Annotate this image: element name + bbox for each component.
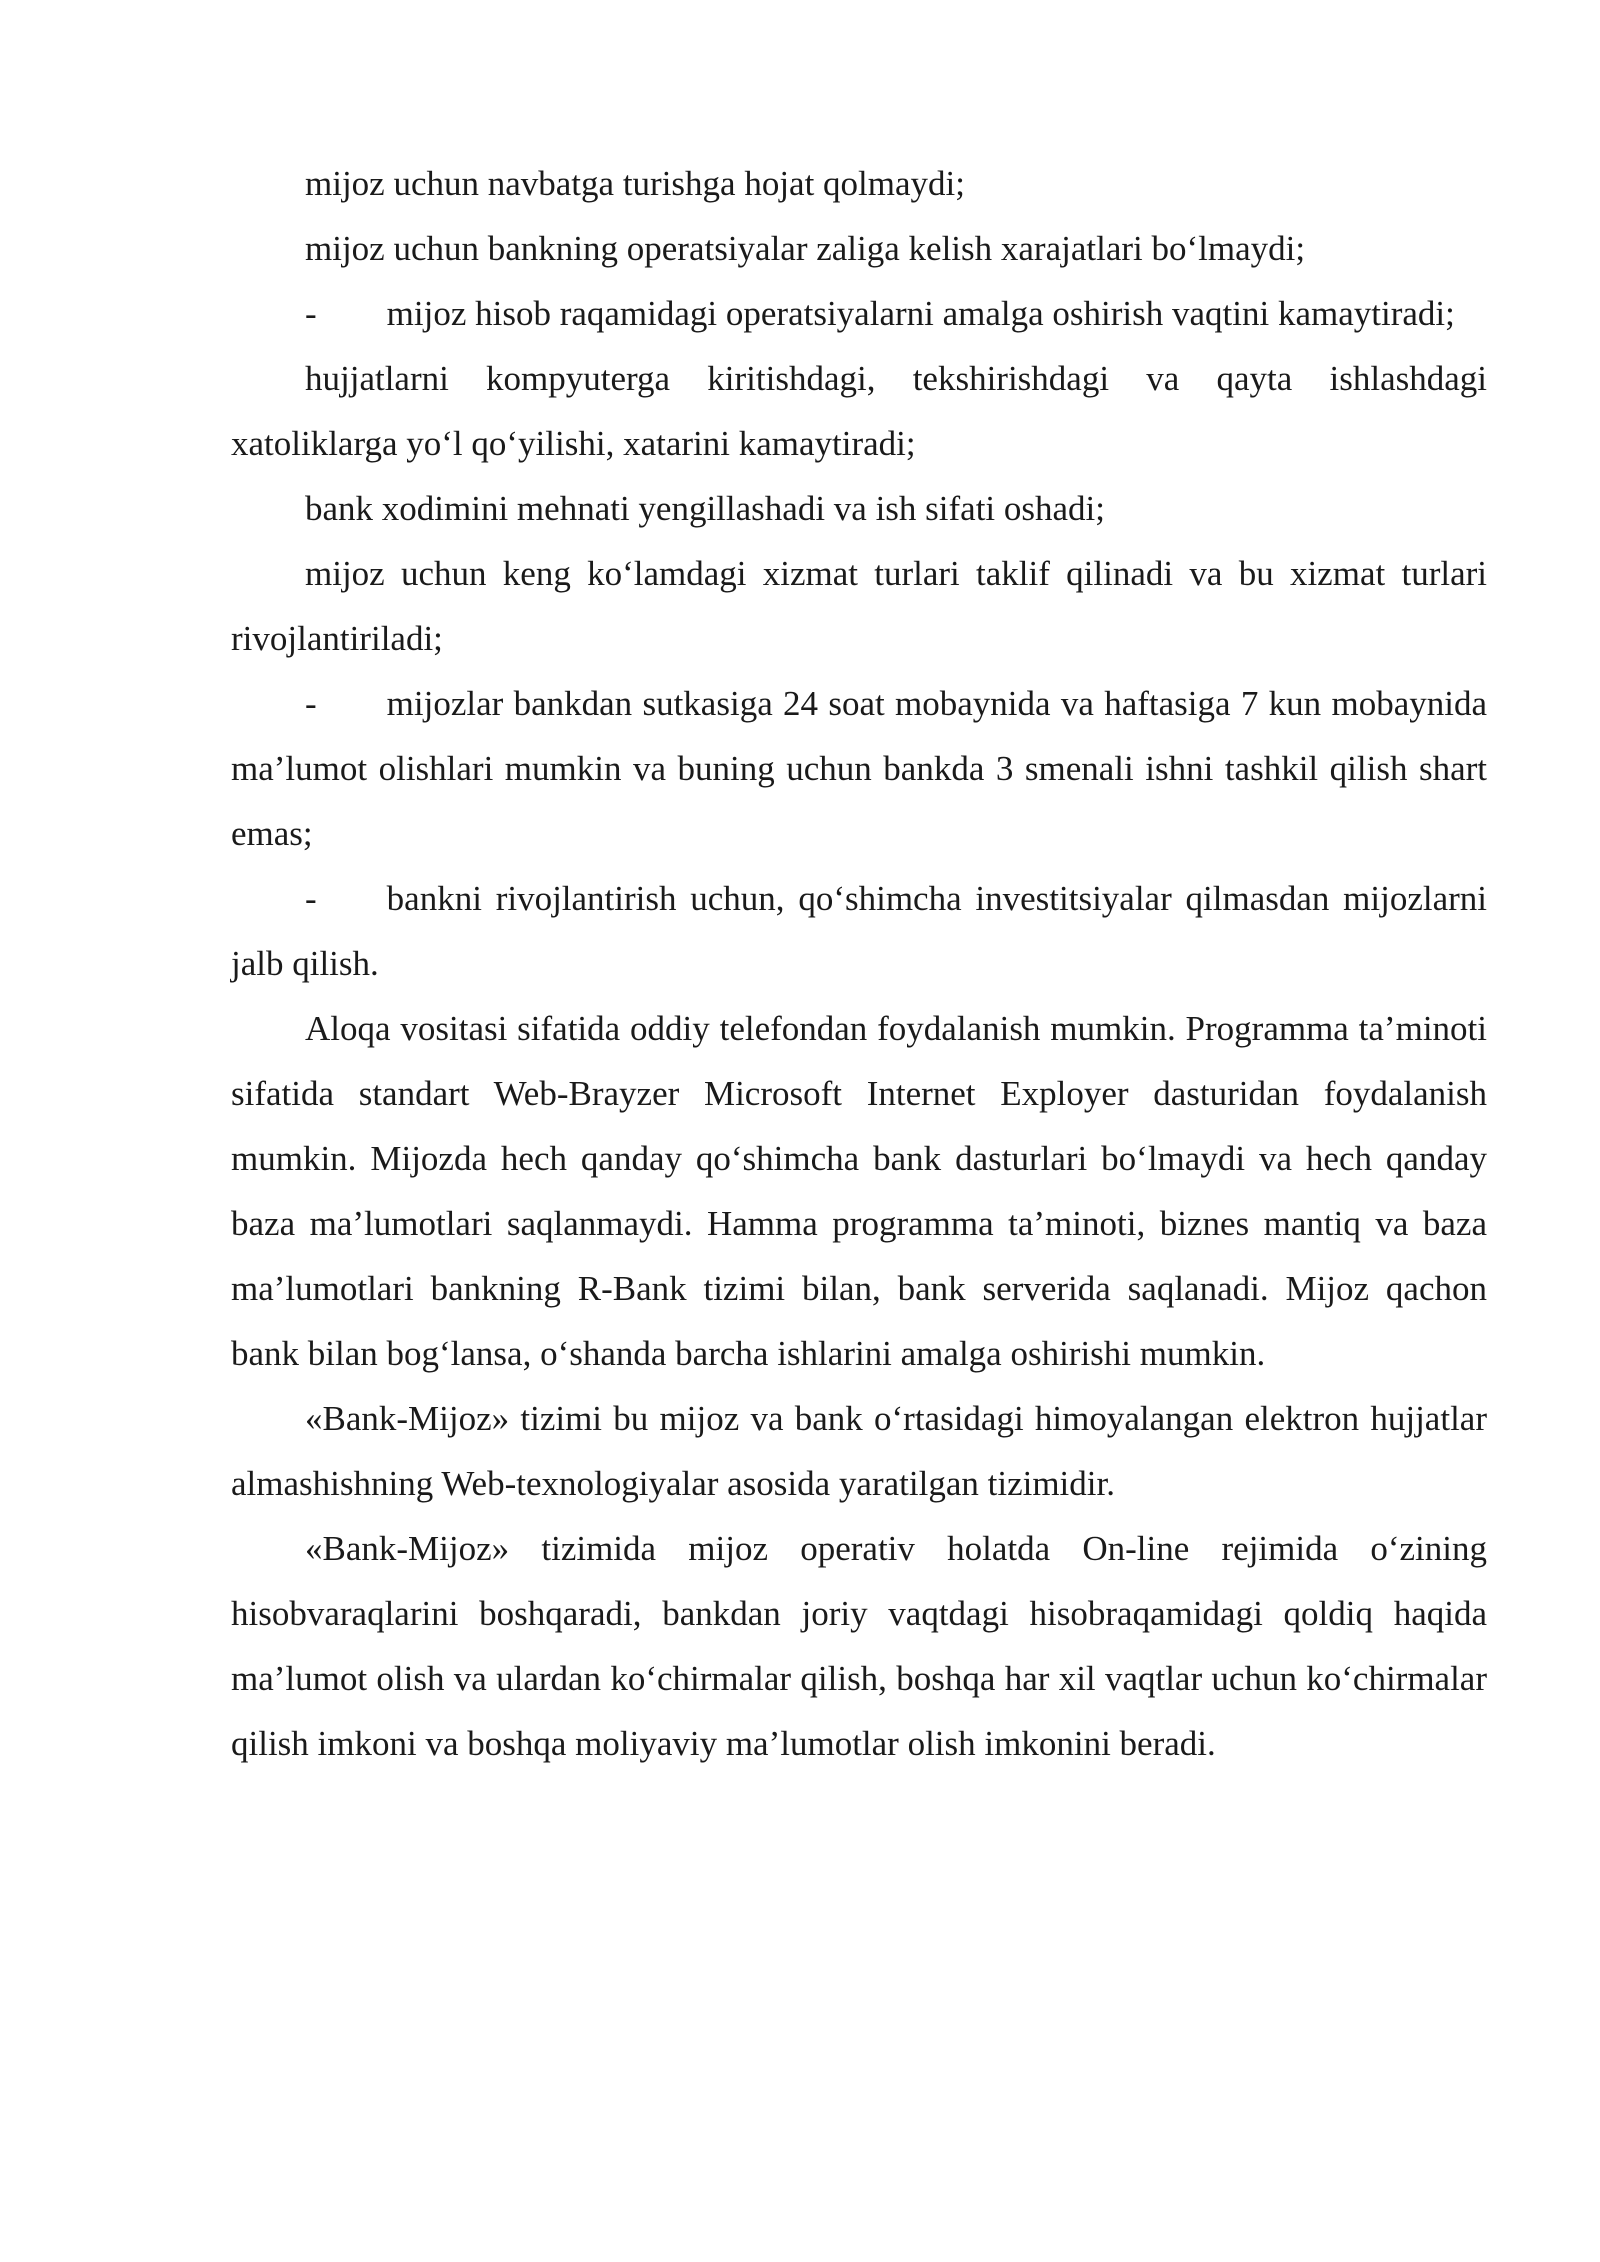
paragraph-4: hujjatlarni kompyuterga kiritishdagi, tekshirishdagi va qayta ishlashdagi xatoliklarga yo‘l qo‘yilishi, xatarini kamaytiradi;	[231, 359, 1487, 463]
paragraph-5: bank xodimini mehnati yengillashadi va ish sifati oshadi;	[305, 489, 1106, 528]
paragraph-9: Aloqa vositasi sifatida oddiy telefondan foydalanish mumkin. Programma ta’minoti sifatida standart Web-Brayzer Microsoft Internet Exployer dasturidan foydalanish mumkin. Mijozda hech qanday qo‘shimcha bank dasturlari bo‘lmaydi va hech qanday baza ma’lumotlari saqlanmaydi. Hamma programma ta’minoti, biznes mantiq va baza ma’lumotlari bankning R-Bank tizimi bilan, bank serverida saqlanadi. Mijoz qachon bank bilan bog‘lansa, o‘shanda barcha ishlarini amalga oshirishi mumkin.	[231, 1009, 1487, 1373]
paragraph-1: mijoz uchun navbatga turishga hojat qolmaydi;	[305, 164, 965, 203]
paragraph-3: - mijoz hisob raqamidagi operatsiyalarni amalga oshirish vaqtini kamaytiradi;	[305, 294, 1455, 333]
document-body	[231, 151, 1487, 1776]
paragraph-2: mijoz uchun bankning operatsiyalar zaliga kelish xarajatlari bo‘lmaydi;	[305, 229, 1306, 268]
paragraph-7: - mijozlar bankdan sutkasiga 24 soat mobaynida va haftasiga 7 kun mobaynida ma’lumot olishlari mumkin va buning uchun bankda 3 smenali ishni tashkil qilish shart emas;	[231, 684, 1487, 853]
paragraph-8: - bankni rivojlantirish uchun, qo‘shimcha investitsiyalar qilmasdan mijozlarni jalb qilish.	[231, 879, 1487, 983]
paragraph-6: mijoz uchun keng ko‘lamdagi xizmat turlari taklif qilinadi va bu xizmat turlari rivojlantiriladi;	[231, 554, 1487, 658]
paragraph-11: «Bank-Mijoz» tizimida mijoz operativ holatda On-line rejimida o‘zining hisobvaraqlarini boshqaradi, bankdan joriy vaqtdagi hisobraqamidagi qoldiq haqida ma’lumot olish va ulardan ko‘chirmalar qilish, boshqa har xil vaqtlar uchun ko‘chirmalar qilish imkoni va boshqa moliyaviy ma’lumotlar olish imkonini beradi.	[231, 1529, 1487, 1763]
paragraph-10: «Bank-Mijoz» tizimi bu mijoz va bank o‘rtasidagi himoyalangan elektron hujjatlar almashishning Web-texnologiyalar asosida yaratilgan tizimidir.	[231, 1399, 1487, 1503]
